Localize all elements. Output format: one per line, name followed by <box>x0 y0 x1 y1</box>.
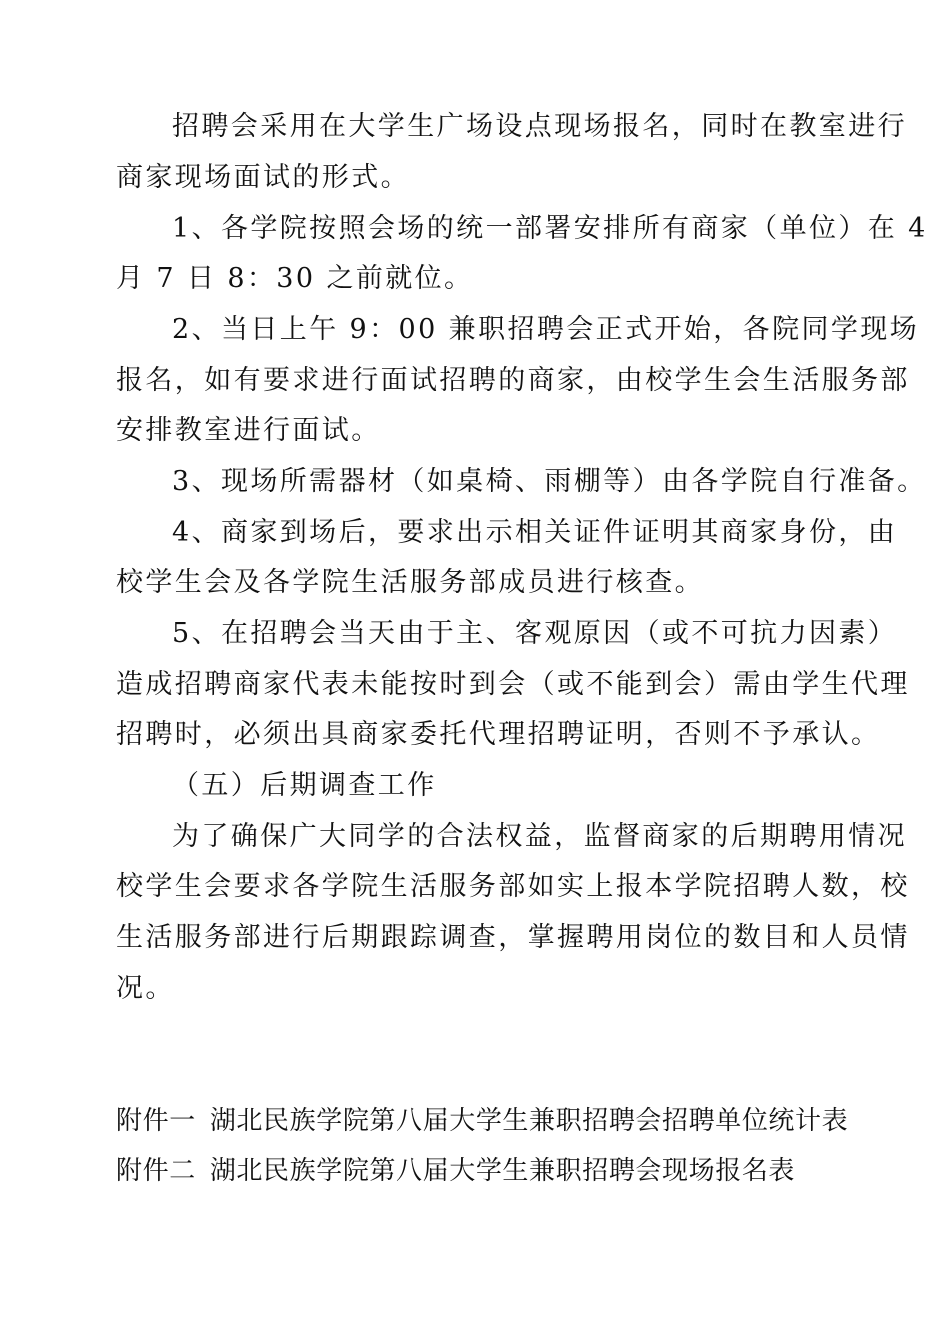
paragraph-line: 为了确保广大同学的合法权益，监督商家的后期聘用情况 <box>172 821 907 852</box>
paragraph-line: 校学生会要求各学院生活服务部如实上报本学院招聘人数，校 <box>116 871 910 902</box>
attachment-label: 附件一 <box>116 1106 196 1136</box>
list-item-3-line: 3、现场所需器材（如桌椅、雨棚等）由各学院自行准备。 <box>172 466 927 497</box>
paragraph-line: 商家现场面试的形式。 <box>116 162 410 193</box>
paragraph-line: 生活服务部进行后期跟踪调查，掌握聘用岗位的数目和人员情 <box>116 922 910 953</box>
paragraph-line: 招聘会采用在大学生广场设点现场报名，同时在教室进行 <box>172 111 907 142</box>
attachment-title: 湖北民族学院第八届大学生兼职招聘会招聘单位统计表 <box>209 1106 849 1136</box>
list-item-4-line: 校学生会及各学院生活服务部成员进行核查。 <box>116 567 704 598</box>
list-item-2-line: 报名，如有要求进行面试招聘的商家，由校学生会生活服务部 <box>116 365 910 396</box>
attachment-label: 附件二 <box>116 1156 196 1186</box>
list-item-2-line: 安排教室进行面试。 <box>116 415 381 446</box>
paragraph-line: 况。 <box>116 973 175 1004</box>
section-heading: （五）后期调查工作 <box>172 770 437 801</box>
list-item-1-line: 1、各学院按照会场的统一部署安排所有商家（单位）在 4 <box>172 213 928 244</box>
attachment-title: 湖北民族学院第八届大学生兼职招聘会现场报名表 <box>209 1156 796 1186</box>
list-item-2-line: 2、当日上午 9：00 兼职招聘会正式开始，各院同学现场 <box>172 314 920 345</box>
attachment-line <box>116 1151 795 1191</box>
list-item-4-line: 4、商家到场后，要求出示相关证件证明其商家身份，由 <box>172 517 898 548</box>
list-item-5-line: 造成招聘商家代表未能按时到会（或不能到会）需由学生代理 <box>116 669 910 700</box>
list-item-5-line: 招聘时，必须出具商家委托代理招聘证明，否则不予承认。 <box>116 719 881 750</box>
list-item-5-line: 5、在招聘会当天由于主、客观原因（或不可抗力因素） <box>172 618 898 649</box>
attachment-line <box>116 1101 848 1141</box>
list-item-1-line: 月 7 日 8：30 之前就位。 <box>116 263 474 294</box>
